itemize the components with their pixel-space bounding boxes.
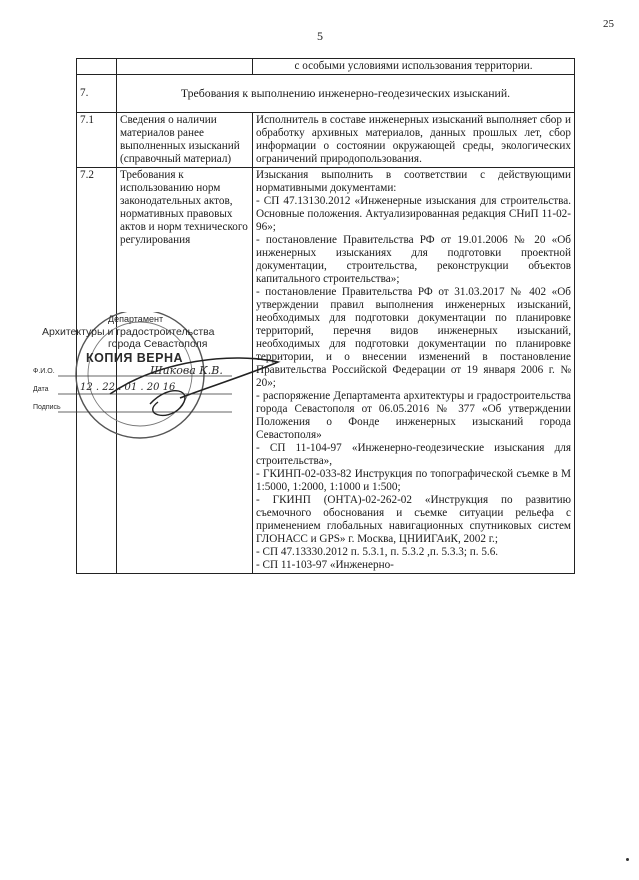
section-title: Требования к выполнению инженерно-геодезических изысканий. <box>117 75 575 113</box>
row-number: 7.2 <box>77 168 117 574</box>
row-label: Требования к использованию норм законодательных актов, нормативных правовых актов и норм технического регулирования <box>117 168 253 574</box>
paragraph: - СП 47.13130.2012 «Инженерные изыскания для строительства. Основные положения. Актуализированная редакция СНиП 11-02-96»; <box>256 195 571 233</box>
page-number: 5 <box>317 29 323 43</box>
row-body <box>253 168 575 574</box>
stamp-line-1: Архитектуры и градостроительства <box>42 326 215 338</box>
row-body <box>253 113 575 168</box>
table-row <box>77 113 575 168</box>
table-row <box>77 59 575 75</box>
seal-text: Департамент <box>108 314 164 324</box>
stamp-line-2: города Севастополя <box>108 338 208 350</box>
paragraph: Изыскания выполнить в соответствии с действующими нормативными документами: <box>256 169 571 194</box>
continuation-text: с особыми условиями использования территории. <box>253 59 575 75</box>
paragraph: - СП 47.13330.2012 п. 5.3.1, п. 5.3.2 ,п. 5.3.3; п. 5.6. <box>256 546 499 558</box>
sheet-number: 25 <box>603 18 614 30</box>
section-row <box>77 75 575 113</box>
date-value: 12 . 22 . 01 . 20 16 <box>80 382 176 393</box>
scan-mark <box>626 858 629 861</box>
date-label: Дата <box>33 386 49 393</box>
paragraph: - ГКИНП-02-033-82 Инструкция по топографической съемке в М 1:5000, 1:2000, 1:1000 и 1:500; <box>256 468 571 493</box>
section-number: 7. <box>77 75 117 113</box>
fio-label: Ф.И.О. <box>33 368 55 375</box>
paragraph: - СП 11-103-97 «Инженерно- <box>256 559 394 571</box>
stamp-title: КОПИЯ ВЕРНА <box>86 351 184 365</box>
paragraph: - постановление Правительства РФ от 31.03.2017 № 402 «Об утверждении правил выполнения инженерных изысканий, необходимых для подготовки документации по планировке территорий, перечня видов инженерных изысканий, необходимых для подготовки документации по планировке территории, и о внесении изменений в постановление Правительства Российской Федерации от 19 января 2006 г. № 20»; <box>256 286 571 389</box>
row-number: 7.1 <box>77 113 117 168</box>
paragraph: - СП 11-104-97 «Инженерно-геодезические изыскания для строительства», <box>256 442 571 467</box>
signature-label: Подпись <box>33 404 61 411</box>
paragraph: Исполнитель в составе инженерных изысканий выполняет сбор и обработку архивных материалов, данных прошлых лет, сбор информации о состоянии окружающей среды, экологических ограничений природопользования. <box>256 114 571 165</box>
paragraph: - постановление Правительства РФ от 19.01.2006 № 20 «Об инженерных изысканиях для подготовки проектной документации, строительства, реконструкции объектов капитального строительства»; <box>256 234 571 285</box>
row-label: Сведения о наличии материалов ранее выполненных изысканий (справочный материал) <box>117 113 253 168</box>
fio-value: Шикова К.В. <box>150 364 223 377</box>
paragraph: - распоряжение Департамента архитектуры и градостроительства города Севастополя от 06.05.2016 № 377 «Об утверждении Положения о Фонде инженерных изысканий города Севастополя» <box>256 390 571 441</box>
paragraph: - ГКИНП (ОНТА)-02-262-02 «Инструкция по развитию съемочного обоснования и съемке ситуации рельефа с применением глобальных навигационных спутниковых систем ГЛОНАСС и GPS» г. Москва, ЦНИИГАиК, 2002 г.; <box>256 494 571 545</box>
copy-certification-stamp <box>0 312 300 492</box>
